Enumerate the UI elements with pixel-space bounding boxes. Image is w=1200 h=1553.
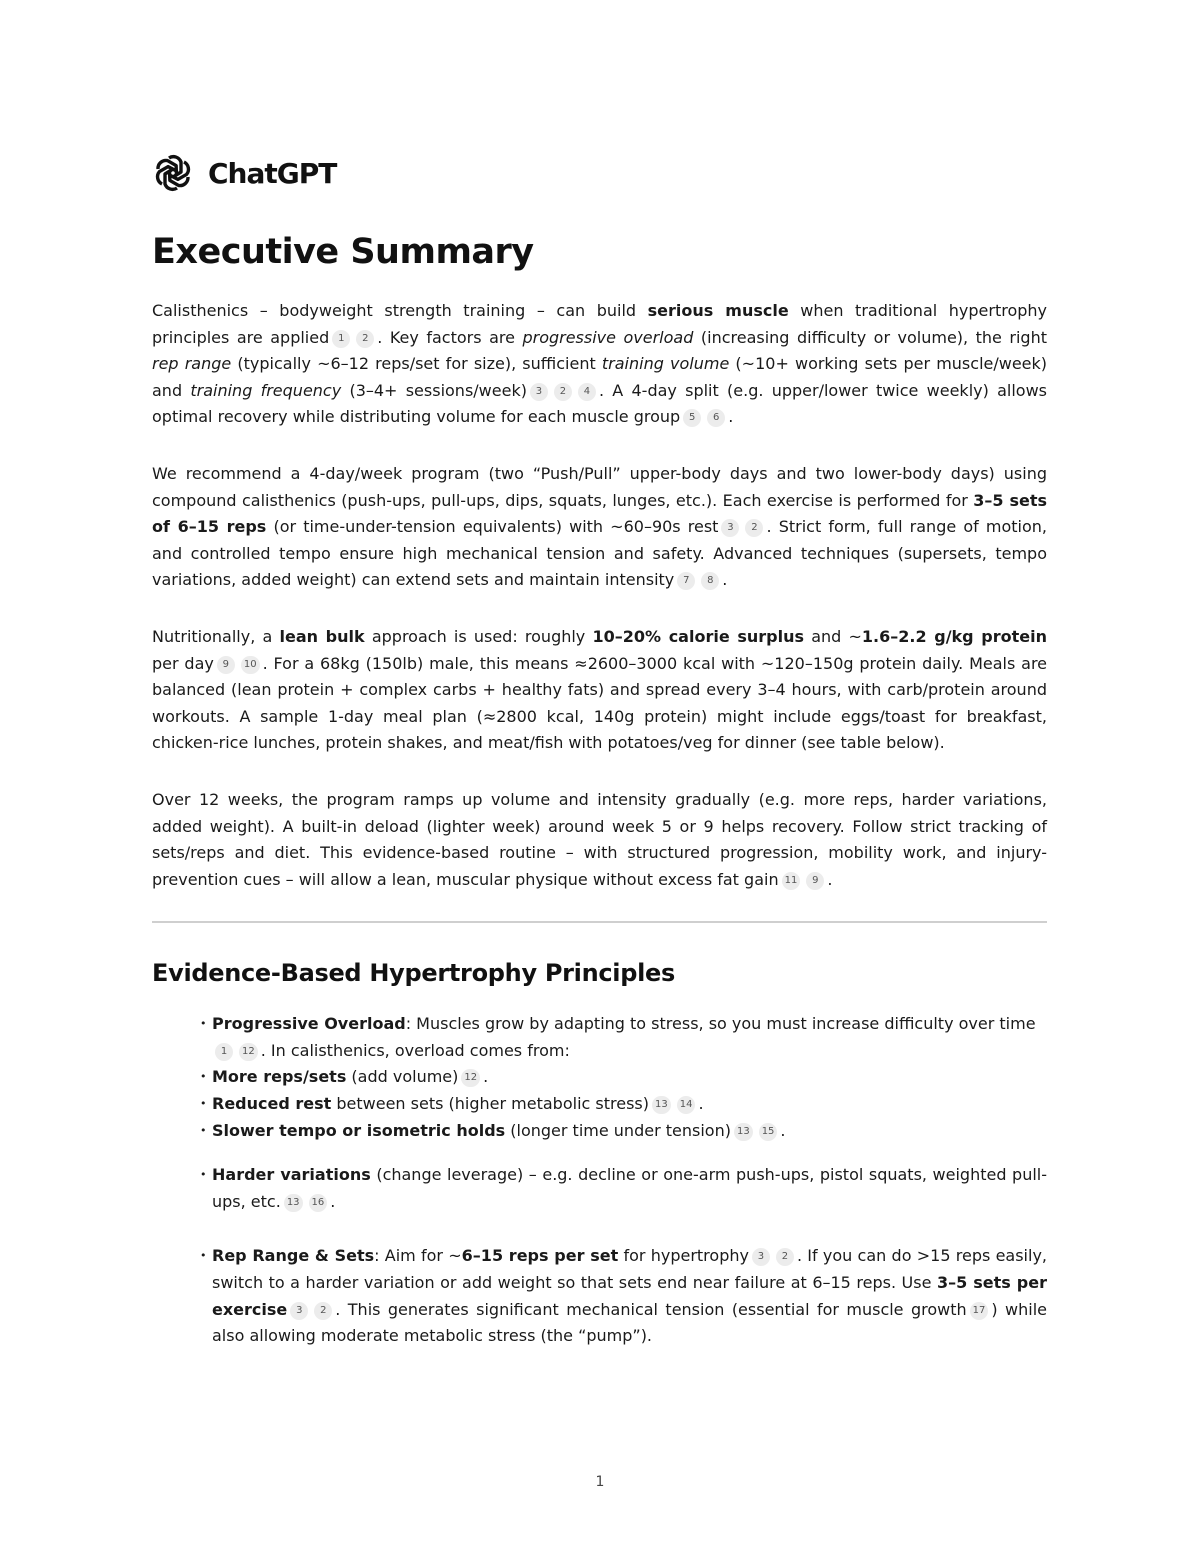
citation-badge[interactable]: 2 <box>776 1248 794 1266</box>
brand-name: ChatGPT <box>208 156 337 190</box>
text: . For a 68kg (150lb) male, this means ≈2600–3000 kcal with ~120–150g protein daily. Meals are balanced (lean protein + complex carbs + healthy fats) and spread every 3–4 hours, with carb/protein around workouts. A sample 1-day meal plan (≈2800 kcal, 140g protein) might include eggs/toast for breakfast, chicken-rice lunches, protein shakes, and meat/fish with potatoes/veg for dinner (see table below). <box>152 653 1048 753</box>
page-number: 1 <box>595 1474 605 1490</box>
text: . <box>698 1094 704 1114</box>
list-item <box>202 1064 1047 1091</box>
summary-paragraph-1 <box>152 298 1047 431</box>
bold-text: 10–20% calorie surplus <box>592 626 805 646</box>
bold-text: 6–15 reps per set <box>461 1246 619 1266</box>
bold-text: lean bulk <box>279 626 365 646</box>
text: We recommend a 4-day/week program (two “Push/Pull” upper-body days and two lower-body days) using compound calisthenics (push-ups, pull-ups, dips, squats, lunges, etc.). Each exercise is performed for <box>152 463 1047 510</box>
citation-badge[interactable]: 1 <box>332 330 350 348</box>
principles-list <box>152 1011 1047 1350</box>
citation-badge[interactable]: 3 <box>290 1302 308 1320</box>
citation-badge[interactable]: 7 <box>677 572 695 590</box>
text: . This generates significant mechanical tension (essential for muscle growth <box>335 1299 967 1319</box>
citation-badge[interactable]: 2 <box>745 519 763 537</box>
citation-badge[interactable]: 5 <box>683 409 701 427</box>
text: . <box>330 1191 336 1211</box>
citation-badge[interactable]: 3 <box>752 1248 770 1266</box>
citation-badge[interactable]: 1 <box>215 1043 233 1061</box>
citation-badge[interactable]: 15 <box>759 1123 778 1141</box>
bold-text: 3–5 sets per exercise <box>212 1273 1047 1319</box>
text: and ~ <box>804 626 862 646</box>
bold-text: 1.6–2.2 g/kg protein <box>861 626 1048 646</box>
bold-text: Slower tempo or isometric holds <box>212 1120 506 1140</box>
text: for hypertrophy <box>618 1246 749 1266</box>
citation-badge[interactable]: 3 <box>530 383 548 401</box>
text: (3–4+ sessions/week) <box>341 380 527 400</box>
citation-badge[interactable]: 17 <box>970 1302 989 1320</box>
summary-paragraph-3 <box>152 624 1047 757</box>
text: per day <box>152 653 214 673</box>
citation-badge[interactable]: 10 <box>241 656 260 674</box>
text: . Strict form, full range of motion, and controlled tempo ensure high mechanical tension and safety. Advanced techniques (supersets, tempo variations, added weight) can extend sets and maintain intensity <box>152 517 1047 590</box>
list-item <box>202 1243 1047 1349</box>
text: Nutritionally, a <box>152 626 280 646</box>
list-item <box>202 1118 1047 1145</box>
text: ) while also allowing moderate metabolic stress (the “pump”). <box>212 1299 1048 1346</box>
text: between sets (higher metabolic stress) <box>331 1094 649 1114</box>
bold-text: Reduced rest <box>212 1094 332 1114</box>
citation-badge[interactable]: 13 <box>734 1123 753 1141</box>
text: : Muscles grow by adapting to stress, so you must increase difficulty over time <box>405 1014 1036 1034</box>
citation-badge[interactable]: 14 <box>677 1096 696 1114</box>
bold-text: Rep Range & Sets <box>212 1246 375 1266</box>
italic-text: training volume <box>601 354 730 374</box>
text: . <box>827 869 833 889</box>
citation-badge[interactable]: 6 <box>707 409 725 427</box>
text: . In calisthenics, overload comes from: <box>260 1040 570 1060</box>
text: . <box>483 1067 489 1087</box>
citation-badge[interactable]: 12 <box>239 1043 258 1061</box>
text: : Aim for ~ <box>374 1246 462 1266</box>
citation-badge[interactable]: 13 <box>652 1096 671 1114</box>
text: Calisthenics – bodyweight strength training – can build <box>152 301 648 320</box>
bold-text: 3–5 sets of 6–15 reps <box>152 490 1047 537</box>
bold-text: serious muscle <box>647 301 789 320</box>
italic-text: training frequency <box>190 380 342 400</box>
page-title: Executive Summary <box>152 232 534 272</box>
text: approach is used: roughly <box>364 626 593 646</box>
citation-badge[interactable]: 2 <box>554 383 572 401</box>
section-divider <box>152 921 1047 923</box>
list-item <box>202 1011 1047 1064</box>
citation-badge[interactable]: 12 <box>461 1069 480 1087</box>
text: (~10+ working sets per muscle/week) and <box>152 354 1048 400</box>
citation-badge[interactable]: 4 <box>578 383 596 401</box>
text: . <box>780 1120 786 1140</box>
bold-text: More reps/sets <box>212 1067 347 1087</box>
italic-text: progressive overload <box>522 327 694 347</box>
citation-badge[interactable]: 9 <box>217 656 235 674</box>
text: when traditional hypertrophy principles are applied <box>152 301 1047 347</box>
citation-badge[interactable]: 8 <box>701 572 719 590</box>
citation-badge[interactable]: 2 <box>356 330 374 348</box>
list-item <box>202 1091 1047 1118</box>
summary-paragraph-2 <box>152 461 1047 594</box>
italic-text: rep range <box>152 354 232 374</box>
list-item <box>202 1162 1047 1215</box>
citation-badge[interactable]: 2 <box>314 1302 332 1320</box>
text: (or time-under-tension equivalents) with ~60–90s rest <box>266 517 719 537</box>
openai-logo-icon <box>152 152 194 194</box>
citation-badge[interactable]: 16 <box>309 1194 328 1212</box>
text: (longer time under tension) <box>505 1120 731 1140</box>
bold-text: Harder variations <box>212 1165 371 1185</box>
document-page <box>152 150 1047 1350</box>
text: . <box>728 407 734 427</box>
text: . Key factors are <box>377 327 523 347</box>
text: . If you can do >15 reps easily, switch to a harder variation or add weight so that sets end near failure at 6–15 reps. Use <box>212 1246 1047 1293</box>
citation-badge[interactable]: 13 <box>284 1194 303 1212</box>
bold-text: Progressive Overload <box>212 1014 406 1034</box>
text: . A 4-day split (e.g. upper/lower twice weekly) allows optimal recovery while distributing volume for each muscle group <box>152 380 1048 427</box>
citation-badge[interactable]: 9 <box>806 872 824 890</box>
citation-badge[interactable]: 3 <box>721 519 739 537</box>
section-title: Evidence-Based Hypertrophy Principles <box>152 959 676 988</box>
citation-badge[interactable]: 11 <box>782 872 801 890</box>
text: . <box>722 570 728 590</box>
text: Over 12 weeks, the program ramps up volume and intensity gradually (e.g. more reps, harder variations, added weight). A built-in deload (lighter week) around week 5 or 9 helps recovery. Follow strict tracking of sets/reps and diet. This evidence-based routine – with structured progression, mobility work, and injury-prevention cues – will allow a lean, muscular physique without excess fat gain <box>152 789 1047 889</box>
brand-header <box>152 150 1047 196</box>
text: (typically ~6–12 reps/set for size), sufficient <box>231 354 602 374</box>
text: (change leverage) – e.g. decline or one-arm push-ups, pistol squats, weighted pull-ups, etc. <box>212 1165 1048 1211</box>
text: (add volume) <box>346 1067 459 1087</box>
summary-paragraph-4 <box>152 787 1047 893</box>
text: (increasing difficulty or volume), the right <box>693 327 1048 347</box>
